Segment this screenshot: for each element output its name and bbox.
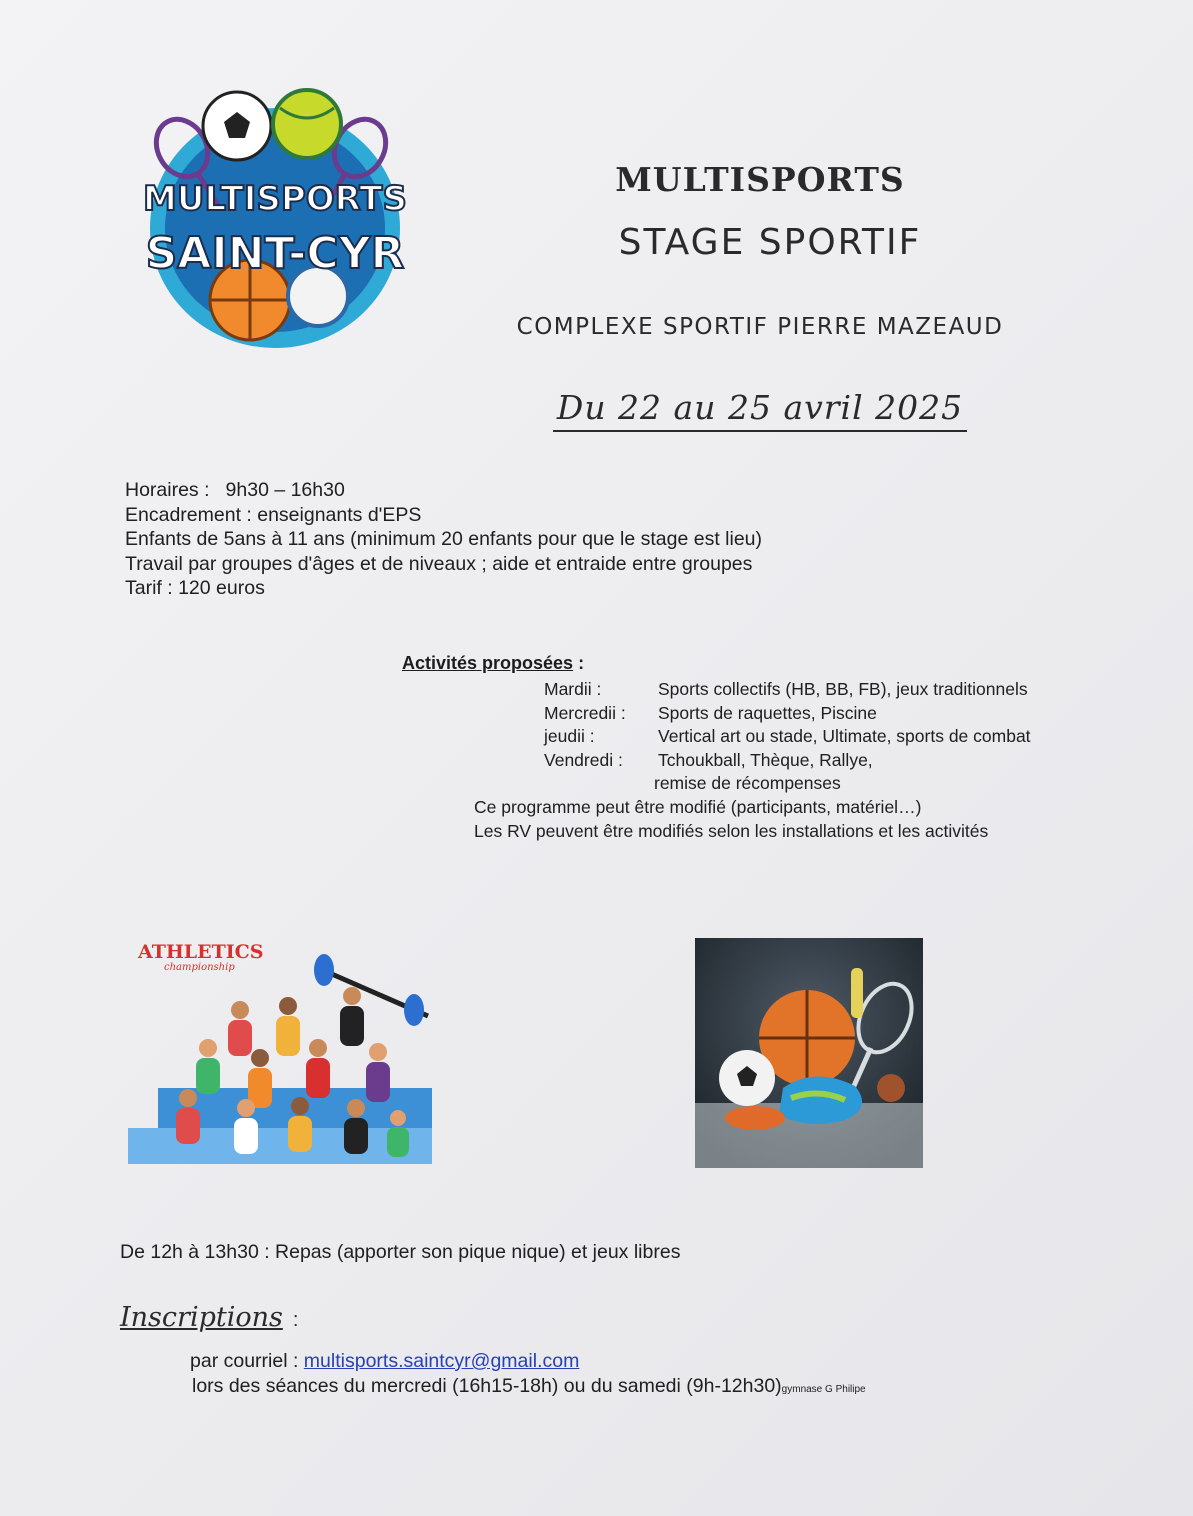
sports-balls-graphic [695,938,923,1168]
travail-line: Travail par groupes d'âges et de niveaux ; aide et entraide entre groupes [125,552,753,575]
multisports-logo [140,78,410,368]
activities-heading [402,653,584,674]
athletics-illustration [128,938,432,1164]
logo-graphic [140,78,410,368]
inscriptions-colon: : [292,1309,299,1331]
horaires-label: Horaires : [125,479,210,501]
dates-heading [545,388,975,427]
schedule-desc: Sports de raquettes, Piscine [658,702,877,723]
sports-balls-illustration [695,938,923,1168]
tarif-line: Tarif : 120 euros [125,577,265,599]
lunch-line: De 12h à 13h30 : Repas (apporter son pique nique) et jeux libres [120,1241,681,1263]
athletics-title: ATHLETICS [138,941,264,963]
schedule-desc: Sports collectifs (HB, BB, FB), jeux traditionnels [658,679,1028,699]
seances-line [192,1375,866,1398]
logo-line2: SAINT-CYR [145,228,405,279]
info-block [125,478,945,601]
activities-colon: : [573,653,585,673]
logo-line1: MULTISPORTS [143,179,407,219]
venue-title: COMPLEXE SPORTIF PIERRE MAZEAUD [516,314,1004,340]
inscriptions-title: Inscriptions [120,1302,283,1333]
schedule-day: jeudii : [544,726,595,746]
schedule-day: Mardii : [544,679,602,699]
note-rv: Les RV peuvent être modifiés selon les installations et les activités [474,820,989,841]
enfants-line: Enfants de 5ans à 11 ans (minimum 20 enfants pour que le stage est lieu) [125,528,763,550]
main-title: MULTISPORTS [615,160,905,199]
horaires-value: 9h30 – 16h30 [225,479,345,501]
encadrement-line: Encadrement : enseignants d'EPS [125,503,422,526]
note-program: Ce programme peut être modifié (participants, matériel…) [474,797,922,817]
athletics-subtitle: championship [164,962,235,973]
schedule-day: Mercredii : [544,702,626,723]
email-label: par courriel : [190,1350,304,1372]
gymnase-note: gymnase G Philipe [781,1384,866,1395]
schedule-day: Vendredi : [544,749,623,770]
activities-title: Activités proposées [402,653,574,673]
dates-text: Du 22 au 25 avril 2025 [553,388,967,432]
schedule-desc: Vertical art ou stade, Ultimate, sports de combat [658,726,1031,746]
athletics-graphic [128,938,432,1164]
inscriptions-heading [120,1302,298,1333]
schedule-desc: Tchoukball, Thèque, Rallye, [658,749,873,770]
email-link[interactable]: multisports.saintcyr@gmail.com [303,1350,580,1372]
activities-notes [474,796,988,843]
horaires-line [125,478,945,503]
stage-title: STAGE SPORTIF [618,222,922,263]
seances-text: lors des séances du mercredi (16h15-18h) ou du samedi (9h-12h30) [192,1375,782,1397]
email-line [190,1350,579,1373]
schedule-desc: remise de récompenses [654,773,841,793]
